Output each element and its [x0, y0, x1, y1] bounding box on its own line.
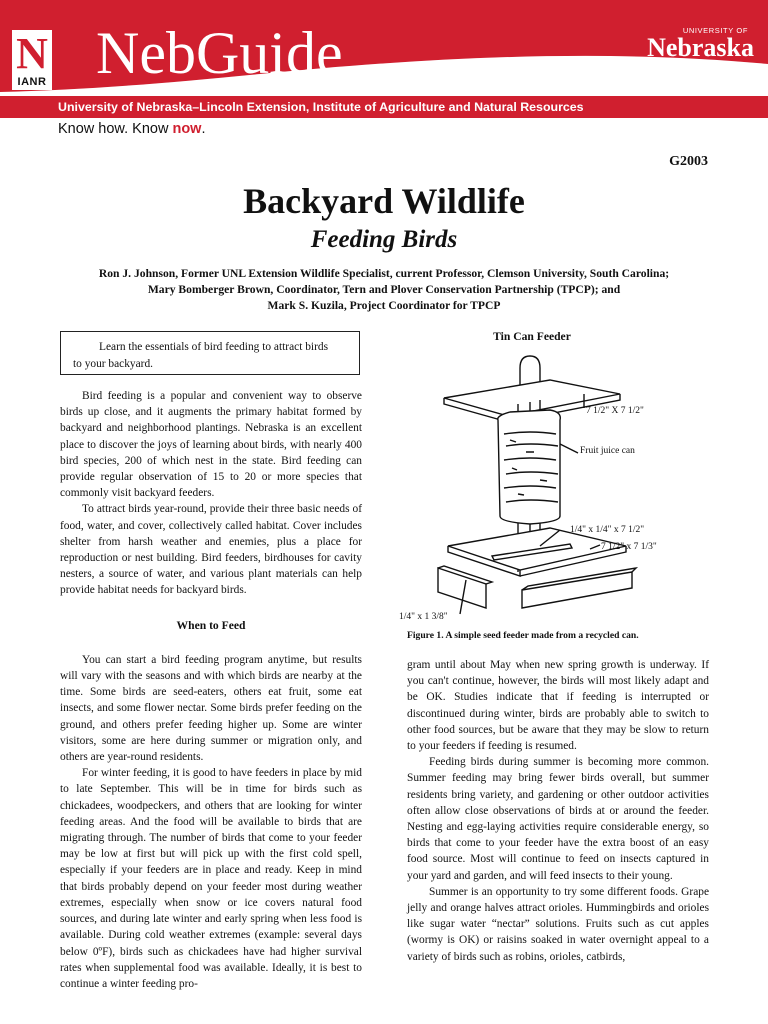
publication-number: G2003: [669, 154, 708, 169]
right-column: [407, 657, 709, 965]
summary-line: to your backyard.: [73, 358, 154, 370]
intro-paragraph: To attract birds year-round, provide their three basic needs of food, water, and cover, collectively called habitat. Cover includes shelter from harsh weather and enemies, plus a place for reproduction or nest building. Bird feeders, birdhouses for cavity nesters, a source of water, and various plant materials can help provide habitat needs for backyard birds.: [60, 503, 362, 597]
body-paragraph: gram until about May when new spring growth is underway. If you can't continue, however, the birds will most likely adapt and be OK. Studies indicate that if feeding is interrupted or discontinued during winter, birds are probably able to switch to other food sources, but be aware that they may be slow to return to your feeders if feeding is resumed.: [407, 659, 709, 753]
label-roof-dimensions: 7 1/2" X 7 1/2": [586, 406, 644, 416]
university-wordmark: [624, 26, 754, 77]
figure-title: Tin Can Feeder: [493, 330, 571, 343]
author-line: Ron J. Johnson, Former UNL Extension Wildlife Specialist, current Professor, Clemson University, South Carolina;: [98, 267, 670, 280]
tin-can-feeder-illustration: [400, 350, 700, 630]
label-strip-dimensions: 1/4" x 1/4" x 7 1/2": [570, 525, 645, 535]
tagline-suffix: .: [201, 121, 206, 137]
author-line: Mark S. Kuzila, Project Coordinator for TPCP: [267, 299, 501, 312]
nebraska-n-logo: [12, 30, 52, 90]
extension-line: University of Nebraska–Lincoln Extension, Institute of Agriculture and Natural Resources: [58, 100, 584, 114]
author-line: Mary Bomberger Brown, Coordinator, Tern and Plover Conservation Partnership (TPCP); and: [147, 283, 621, 296]
series-title: NebGuide: [96, 20, 343, 86]
logo-letter: N: [16, 29, 48, 78]
fruit-juice-can: [498, 410, 561, 524]
body-paragraph: Feeding birds during summer is becoming more common. Summer feeding may bring fewer birds overall, but summer residents bring variety, and gardening or other outdoor activities often allow close observations of birds at or around the feeder. Nesting and egg-laying activities require considerable energy, so birds that come to your feeder have the extra boost of an easy food source. Most will continue to feed on insects captured in your yard and garden, and will feed insects to their young.: [407, 756, 709, 882]
intro-paragraph: Bird feeding is a popular and convenient way to observe birds up close, and it augments the primary habitat formed by backyard and neighborhood plantings. Nebraska is an excellent place to discover the joys of learning about birds, with nearly 400 bird species, 200 of which nest in the state. Bird feeding can provide regular observation of 15 to 20 or more species that commonly visit backyard feeders.: [60, 390, 362, 500]
figure-caption: Figure 1. A simple seed feeder made from a recycled can.: [407, 630, 639, 641]
section-heading: When to Feed: [176, 618, 246, 632]
body-paragraph: For winter feeding, it is good to have feeders in place by mid to late September. This will be in time for birds such as chickadees, woodpeckers, and others that are looking for winter feeding areas. And the food will be available to birds that are migrating through. The number of birds that come to your feeder may be low at first but will pick up with the first cold spell, especially if your feeders are in place and ready. Keep in mind that birds probably depend on your feeder most during weather extremes, especially when snow or ice covers natural food sources, and during late winter and early spring when less food is available. During cold weather extremes (example: several days below 0ºF), birds such as chickadees have had higher survival rates when supplemental food was available. Ideally, it is best to continue a winter feeding pro-: [60, 767, 362, 990]
article-subtitle: Feeding Birds: [310, 226, 458, 253]
tagline: [58, 121, 206, 137]
tagline-prefix: Know how. Know: [58, 121, 173, 137]
article-title: Backyard Wildlife: [243, 181, 525, 221]
label-fruit-juice-can: Fruit juice can: [580, 446, 635, 456]
label-base-dimensions: 7 1/2" x 7 1/3": [601, 542, 657, 552]
tagline-emphasis: now: [172, 121, 202, 137]
body-paragraph: Summer is an opportunity to try some different foods. Grape jelly and orange halves attract orioles. Hummingbirds and orioles like sugar water “nectar” solutions. Fruits such as cut apples (wormy is OK) or raisins soaked in water overnight appeal to a variety of birds such as robins, orioles, catbirds,: [407, 885, 709, 963]
wordmark-name: Nebraska: [647, 33, 754, 62]
summary-line: Learn the essentials of bird feeding to attract birds: [99, 341, 328, 353]
wordmark-small: UNIVERSITY OF: [682, 26, 748, 35]
body-paragraph: You can start a bird feeding program anytime, but results will vary with the seasons and with which birds are nearby at the time. Some birds are seed-eaters, others eat fruit, some eat insects, and some flower nectar. Some birds prefer feeding on the ground, and others prefer feeding higher up. Some are winter visitors, some are here during summer or migration only, and others are year-round residents.: [60, 653, 362, 764]
left-column: [60, 388, 362, 992]
wordmark-campus: Lincoln: [702, 61, 746, 76]
author-list: [60, 266, 708, 314]
logo-org: IANR: [17, 76, 47, 88]
summary-box: [60, 331, 360, 375]
label-rim-dimensions: 1/4" x 1 3/8": [399, 612, 448, 622]
